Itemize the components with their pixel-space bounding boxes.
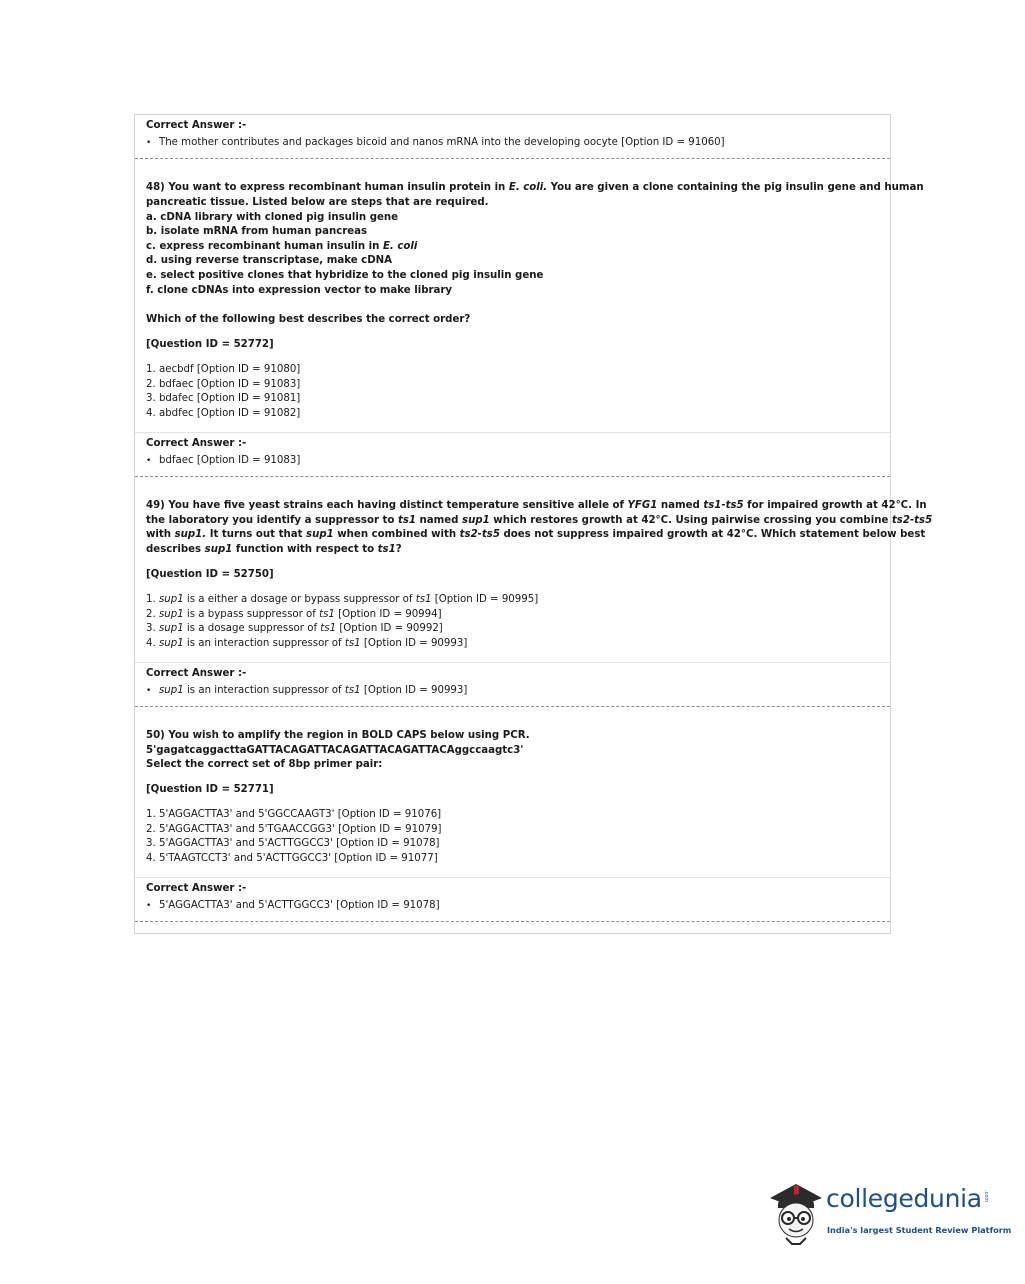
q49-answer-section	[135, 663, 890, 707]
option-4: 4. 5'TAAGTCCT3' and 5'ACTTGGCC3' [Option ID = 91077]	[146, 853, 438, 864]
option-3: 3. sup1 is a dosage suppressor of ts1 [Option ID = 90992]	[146, 623, 443, 634]
correct-answer-label: Correct Answer :-	[146, 883, 247, 894]
correct-answer-text: • bdfaec [Option ID = 91083]	[146, 454, 300, 469]
option-3: 3. bdafec [Option ID = 91081]	[146, 393, 301, 404]
q48-answer-section	[135, 433, 890, 477]
correct-answer-text: • 5'AGGACTTA3' and 5'ACTTGGCC3' [Option ID = 91078]	[146, 899, 440, 914]
question-50	[135, 707, 890, 878]
question-text-line: 48) You want to express recombinant human insulin protein in E. coli. You are given a clone containing the pig insulin gene and human	[146, 182, 924, 193]
correct-answer-label: Correct Answer :-	[146, 668, 247, 679]
question-text-line: describes sup1 function with respect to ts1?	[146, 544, 402, 555]
option-4: 4. sup1 is an interaction suppressor of ts1 [Option ID = 90993]	[146, 638, 468, 649]
question-id: [Question ID = 52750]	[146, 569, 274, 580]
correct-answer-text: • The mother contributes and packages bicoid and nanos mRNA into the developing oocyte [Option ID = 91060]	[146, 136, 725, 151]
question-prompt: Which of the following best describes the correct order?	[146, 314, 471, 325]
option-2: 2. bdfaec [Option ID = 91083]	[146, 379, 301, 390]
option-2: 2. 5'AGGACTTA3' and 5'TGAACCGG3' [Option ID = 91079]	[146, 824, 442, 835]
step-item: c. express recombinant human insulin in E. coli	[146, 241, 418, 252]
student-mascot-icon	[766, 1178, 826, 1250]
correct-answer-text: • sup1 is an interaction suppressor of ts1 [Option ID = 90993]	[146, 684, 467, 699]
question-49	[135, 477, 933, 663]
option-1: 1. 5'AGGACTTA3' and 5'GGCCAAGT3' [Option ID = 91076]	[146, 809, 442, 820]
question-text-line: Select the correct set of 8bp primer pair:	[146, 759, 383, 770]
step-item: b. isolate mRNA from human pancreas	[146, 226, 368, 237]
q50-answer-section	[135, 878, 890, 922]
option-3: 3. 5'AGGACTTA3' and 5'ACTTGGCC3' [Option ID = 91078]	[146, 838, 440, 849]
option-1: 1. aecbdf [Option ID = 91080]	[146, 364, 301, 375]
brand-tagline: India's largest Student Review Platform	[827, 1225, 1012, 1235]
question-text-line: 50) You wish to amplify the region in BOLD CAPS below using PCR.	[146, 730, 530, 741]
question-text-line: with sup1. It turns out that sup1 when combined with ts2-ts5 does not suppress impaired growth at 42°C. Which statement below best	[146, 529, 926, 540]
correct-answer-label: Correct Answer :-	[146, 438, 247, 449]
question-paper-panel	[134, 114, 933, 934]
option-4: 4. abdfec [Option ID = 91082]	[146, 408, 301, 419]
brand-dotcom: .com	[983, 1190, 989, 1203]
question-id: [Question ID = 52772]	[146, 339, 274, 350]
q47-answer-section	[135, 115, 890, 159]
step-item: e. select positive clones that hybridize to the cloned pig insulin gene	[146, 270, 544, 281]
step-item: f. clone cDNAs into expression vector to make library	[146, 285, 453, 296]
option-1: 1. sup1 is a either a dosage or bypass suppressor of ts1 [Option ID = 90995]	[146, 594, 539, 605]
question-text-line: the laboratory you identify a suppressor to ts1 named sup1 which restores growth at 42°C. Using pairwise crossing you combine ts2-ts5	[146, 515, 933, 526]
question-text-line: pancreatic tissue. Listed below are steps that are required.	[146, 197, 489, 208]
step-item: a. cDNA library with cloned pig insulin gene	[146, 212, 399, 223]
collegedunia-logo	[766, 1178, 1012, 1250]
question-id: [Question ID = 52771]	[146, 784, 274, 795]
option-2: 2. sup1 is a bypass suppressor of ts1 [Option ID = 90994]	[146, 609, 442, 620]
correct-answer-label: Correct Answer :-	[146, 120, 247, 131]
step-item: d. using reverse transcriptase, make cDNA	[146, 255, 393, 266]
dna-sequence: 5'gagatcaggacttaGATTACAGATTACAGATTACAGATTACAggccaagtc3'	[146, 745, 524, 756]
brand-wordmark: collegedunia	[826, 1184, 982, 1213]
question-48	[135, 159, 924, 434]
question-text-line: 49) You have five yeast strains each having distinct temperature sensitive allele of YFG1 named ts1-ts5 for impaired growth at 42°C. In	[146, 500, 927, 511]
